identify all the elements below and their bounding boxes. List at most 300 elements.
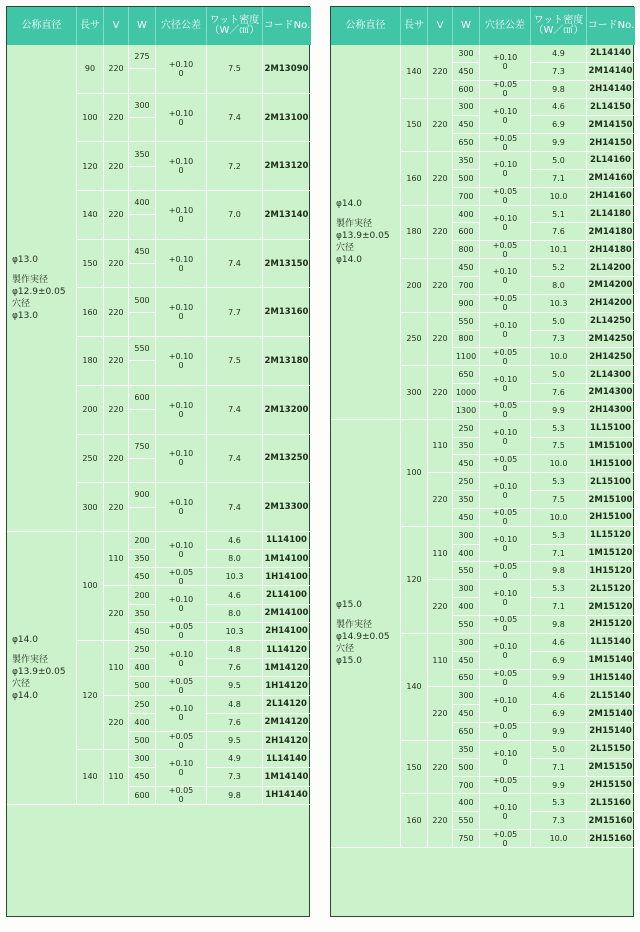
- tolerance-cell: [156, 750, 207, 786]
- watt-cell: 350: [453, 741, 480, 759]
- nominal-line: φ14.9±0.05: [336, 632, 390, 643]
- header-code: [263, 7, 311, 45]
- watt-cell: 350: [129, 550, 156, 568]
- code-cell: 2M15160: [587, 812, 635, 830]
- voltage-cell: 220: [104, 386, 129, 435]
- nominal-line: φ14.0: [12, 690, 38, 701]
- tolerance-line: +0.10: [168, 758, 194, 768]
- voltage-cell: 220: [104, 142, 129, 191]
- watt-density-cell: 5.0: [531, 741, 587, 759]
- nominal-line: 製作実径: [12, 274, 49, 285]
- watt-density-cell: 10.0: [531, 188, 587, 206]
- tolerance-cell: [480, 259, 531, 295]
- tolerance-line: +0.10: [168, 704, 194, 714]
- tolerance-line: 0: [502, 838, 508, 848]
- watt-density-cell: 5.2: [531, 259, 587, 277]
- code-cell: 2L14250: [587, 313, 635, 331]
- code-cell: 1L14140: [263, 750, 311, 768]
- header-code: [587, 7, 635, 45]
- code-cell: 2H14200: [587, 295, 635, 313]
- tolerance-line: +0.10: [492, 428, 518, 438]
- watt-cell: 550: [453, 812, 480, 830]
- watt-density-cell: 5.3: [531, 527, 587, 545]
- code-cell: 1L14120: [263, 641, 311, 659]
- watt-density-cell: 4.6: [531, 634, 587, 652]
- code-cell: 2M13250: [263, 435, 311, 484]
- watt-density-cell: 5.3: [531, 420, 587, 438]
- watt-density-cell: 7.3: [531, 331, 587, 349]
- watt-density-cell: 5.0: [531, 366, 587, 384]
- code-cell: 2M14140: [587, 63, 635, 81]
- nominal-diameter: [331, 420, 401, 848]
- tolerance-line: 0: [178, 631, 184, 641]
- code-cell: 2L15150: [587, 741, 635, 759]
- code-cell: 2L15140: [587, 687, 635, 705]
- watt-cell: 300: [453, 580, 480, 598]
- code-cell: 2L14150: [587, 99, 635, 117]
- code-cell: 1H15140: [587, 670, 635, 688]
- tolerance-line: +0.05: [168, 567, 194, 577]
- watt-density-cell: 5.3: [531, 580, 587, 598]
- voltage-cell: 220: [428, 794, 453, 848]
- nominal-line: 穴径: [336, 644, 355, 655]
- tolerance-line: 0: [502, 785, 508, 795]
- nominal-diameter: [7, 45, 77, 532]
- header-line: コードNo.: [587, 20, 635, 31]
- watt-density-cell: 7.2: [207, 142, 263, 191]
- tolerance-line: +0.10: [492, 802, 518, 812]
- voltage-cell: 220: [428, 473, 453, 527]
- watt-cell: 700: [453, 777, 480, 795]
- watt-cell: 350: [453, 491, 480, 509]
- watt-cell-empty: [129, 313, 156, 337]
- length-cell: 140: [77, 191, 104, 240]
- tolerance-cell: [480, 830, 531, 848]
- watt-cell: 400: [453, 794, 480, 812]
- tolerance-line: +0.10: [492, 642, 518, 652]
- header-line: （W／㎠）: [533, 25, 584, 36]
- watt-density-cell: 9.9: [531, 670, 587, 688]
- header-watt-density: [531, 7, 587, 45]
- tolerance-line: 0: [502, 169, 508, 179]
- watt-cell: 600: [129, 787, 156, 805]
- watt-cell: 400: [129, 191, 156, 215]
- tolerance-line: +0.10: [492, 321, 518, 330]
- tolerance-cell: [156, 586, 207, 622]
- code-cell: 1M14140: [263, 768, 311, 786]
- tolerance-cell: [480, 580, 531, 616]
- tolerance-line: 0: [502, 115, 508, 125]
- tolerance-line: 0: [502, 811, 508, 821]
- tolerance-line: +0.10: [492, 267, 518, 277]
- code-cell: 2L14140: [587, 45, 635, 63]
- watt-cell: 350: [129, 142, 156, 166]
- voltage-cell: 220: [428, 687, 453, 741]
- watt-cell: 750: [129, 435, 156, 459]
- code-cell: 2L15160: [587, 794, 635, 812]
- code-cell: 2H14100: [263, 623, 311, 641]
- code-cell: 2M13150: [263, 240, 311, 289]
- header-line: W: [461, 20, 471, 31]
- code-cell: 2H15120: [587, 616, 635, 634]
- code-cell: 2L14180: [587, 206, 635, 224]
- watt-density-cell: 5.1: [531, 206, 587, 224]
- code-cell: 2L15120: [587, 580, 635, 598]
- watt-density-cell: 9.8: [531, 81, 587, 99]
- code-cell: 2L15100: [587, 473, 635, 491]
- watt-density-cell: 4.8: [207, 696, 263, 714]
- code-cell: 1H14140: [263, 787, 311, 805]
- tolerance-line: 0: [502, 410, 508, 420]
- watt-cell: 300: [453, 527, 480, 545]
- tolerance-cell: [156, 288, 207, 337]
- tolerance-line: 0: [502, 490, 508, 500]
- tolerance-line: 0: [502, 276, 508, 286]
- watt-cell: 350: [129, 605, 156, 623]
- header-watt: [453, 7, 480, 45]
- tolerance-line: 0: [178, 740, 184, 750]
- tolerance-line: 0: [502, 758, 508, 768]
- watt-cell: 250: [453, 473, 480, 491]
- tolerance-line: 0: [178, 312, 184, 322]
- nominal-line: φ14.0: [12, 634, 38, 645]
- code-cell: 2M14160: [587, 170, 635, 188]
- watt-cell: 300: [453, 45, 480, 63]
- watt-density-cell: 9.5: [207, 677, 263, 695]
- length-cell: 120: [401, 527, 428, 634]
- tolerance-cell: [480, 509, 531, 527]
- watt-density-cell: 9.5: [207, 732, 263, 750]
- header-line: W: [137, 20, 147, 31]
- tolerance-line: 0: [178, 767, 184, 777]
- length-cell: 120: [77, 641, 104, 750]
- tolerance-cell: [156, 191, 207, 240]
- nominal-line: φ13.9±0.05: [336, 230, 390, 241]
- code-cell: 1M15120: [587, 545, 635, 563]
- tolerance-line: 0: [178, 604, 184, 614]
- tolerance-line: 0: [502, 62, 508, 72]
- tolerance-line: 0: [502, 463, 508, 473]
- tolerance-line: +0.10: [168, 498, 194, 508]
- watt-density-cell: 10.3: [207, 623, 263, 641]
- code-cell: 1M15100: [587, 438, 635, 456]
- watt-density-cell: 7.6: [531, 384, 587, 402]
- voltage-cell: 110: [104, 532, 129, 587]
- nominal-line: 穴径: [12, 298, 31, 309]
- tolerance-cell: [480, 670, 531, 688]
- watt-density-cell: 7.3: [531, 812, 587, 830]
- watt-cell: 700: [453, 277, 480, 295]
- code-cell: 1M15140: [587, 652, 635, 670]
- watt-density-cell: 4.6: [207, 586, 263, 604]
- tolerance-line: 0: [178, 576, 184, 586]
- header-nominal: [7, 7, 77, 45]
- tolerance-line: 0: [502, 249, 508, 259]
- watt-density-cell: 6.9: [531, 652, 587, 670]
- length-cell: 250: [401, 313, 428, 367]
- voltage-cell: 220: [428, 259, 453, 313]
- tolerance-line: +0.10: [492, 695, 518, 705]
- tolerance-line: +0.05: [492, 776, 518, 786]
- voltage-cell: 220: [104, 94, 129, 143]
- code-cell: 2L14100: [263, 586, 311, 604]
- watt-cell: 650: [453, 134, 480, 152]
- watt-density-cell: 7.5: [207, 337, 263, 386]
- length-cell: 160: [401, 794, 428, 848]
- tolerance-cell: [480, 134, 531, 152]
- watt-density-cell: 7.4: [207, 240, 263, 289]
- watt-cell: 600: [129, 386, 156, 410]
- header-line: 公称直径: [21, 20, 62, 31]
- voltage-cell: 220: [104, 240, 129, 289]
- nominal-line: φ13.0: [12, 254, 38, 265]
- tolerance-line: +0.10: [168, 108, 194, 118]
- watt-density-cell: 9.9: [531, 402, 587, 420]
- watt-cell: 300: [129, 94, 156, 118]
- watt-cell: 450: [453, 116, 480, 134]
- code-cell: 1M14100: [263, 550, 311, 568]
- watt-density-cell: 9.9: [531, 134, 587, 152]
- tolerance-cell: [156, 532, 207, 568]
- spec-table-right: [330, 6, 634, 917]
- code-cell: 1H15100: [587, 455, 635, 473]
- tolerance-line: +0.10: [168, 254, 194, 264]
- watt-density-cell: 7.4: [207, 483, 263, 532]
- tolerance-cell: [156, 483, 207, 532]
- tolerance-cell: [480, 455, 531, 473]
- watt-cell: 550: [453, 313, 480, 331]
- header-tolerance: [480, 7, 531, 45]
- watt-cell: 700: [453, 188, 480, 206]
- tolerance-cell: [156, 568, 207, 586]
- watt-cell: 1000: [453, 384, 480, 402]
- voltage-cell: 220: [104, 288, 129, 337]
- tolerance-line: 0: [178, 658, 184, 668]
- watt-cell: 450: [129, 623, 156, 641]
- watt-cell: 650: [453, 366, 480, 384]
- tolerance-cell: [480, 402, 531, 420]
- tolerance-line: +0.10: [168, 649, 194, 659]
- voltage-cell: 220: [428, 366, 453, 420]
- tolerance-line: +0.05: [168, 622, 194, 632]
- tolerance-line: 0: [502, 196, 508, 206]
- tolerance-line: +0.05: [168, 731, 194, 741]
- nominal-line: 穴径: [12, 678, 31, 689]
- tolerance-line: +0.05: [492, 80, 518, 90]
- tolerance-cell: [480, 794, 531, 830]
- tolerance-cell: [156, 732, 207, 750]
- tolerance-cell: [156, 94, 207, 143]
- watt-cell: 450: [453, 652, 480, 670]
- tolerance-line: +0.10: [168, 157, 194, 167]
- tolerance-line: +0.05: [492, 668, 518, 678]
- watt-density-cell: 4.6: [207, 532, 263, 550]
- tolerance-line: 0: [502, 517, 508, 527]
- tolerance-line: +0.05: [492, 240, 518, 250]
- watt-cell: 800: [453, 331, 480, 349]
- length-cell: 180: [77, 337, 104, 386]
- tolerance-cell: [156, 696, 207, 732]
- watt-cell: 350: [453, 152, 480, 170]
- watt-cell-empty: [129, 508, 156, 532]
- spec-table-left: [6, 6, 310, 917]
- code-cell: 1L15120: [587, 527, 635, 545]
- tolerance-cell: [156, 142, 207, 191]
- tolerance-cell: [156, 623, 207, 641]
- tolerance-line: 0: [502, 383, 508, 393]
- tolerance-line: 0: [178, 360, 184, 370]
- length-cell: 250: [77, 435, 104, 484]
- voltage-cell: 220: [104, 337, 129, 386]
- code-cell: 2H14150: [587, 134, 635, 152]
- tolerance-cell: [480, 313, 531, 349]
- watt-cell: 450: [129, 768, 156, 786]
- watt-cell: 300: [453, 99, 480, 117]
- watt-cell: 250: [129, 696, 156, 714]
- tolerance-line: +0.10: [492, 53, 518, 63]
- watt-density-cell: 4.9: [531, 45, 587, 63]
- watt-cell-empty: [129, 69, 156, 93]
- watt-cell: 400: [453, 206, 480, 224]
- watt-cell: 450: [453, 259, 480, 277]
- header-length: [401, 7, 428, 45]
- watt-density-cell: 5.0: [531, 313, 587, 331]
- length-cell: 140: [401, 45, 428, 99]
- tolerance-line: +0.10: [168, 303, 194, 313]
- length-cell: 100: [401, 420, 428, 527]
- tolerance-line: +0.05: [492, 133, 518, 143]
- watt-density-cell: 9.8: [531, 562, 587, 580]
- code-cell: 2H14180: [587, 241, 635, 259]
- tolerance-cell: [480, 188, 531, 206]
- nominal-diameter: [331, 45, 401, 420]
- header-watt: [129, 7, 156, 45]
- tolerance-cell: [480, 741, 531, 777]
- watt-density-cell: 7.1: [531, 759, 587, 777]
- watt-density-cell: 7.6: [207, 659, 263, 677]
- tolerance-cell: [156, 641, 207, 677]
- tolerance-line: 0: [178, 458, 184, 468]
- watt-density-cell: 8.0: [207, 605, 263, 623]
- tolerance-line: 0: [502, 570, 508, 580]
- watt-density-cell: 4.6: [531, 99, 587, 117]
- voltage-cell: 220: [428, 152, 453, 206]
- code-cell: 1H14120: [263, 677, 311, 695]
- code-cell: 2L14200: [587, 259, 635, 277]
- code-cell: 2M14250: [587, 331, 635, 349]
- nominal-line: 製作実径: [12, 654, 49, 665]
- watt-density-cell: 7.0: [207, 191, 263, 240]
- watt-cell: 600: [453, 81, 480, 99]
- code-cell: 2M13100: [263, 94, 311, 143]
- tolerance-line: 0: [502, 142, 508, 152]
- code-cell: 1L15100: [587, 420, 635, 438]
- code-cell: 2M13140: [263, 191, 311, 240]
- tolerance-line: 0: [502, 222, 508, 232]
- watt-cell: 600: [453, 223, 480, 241]
- tolerance-line: 0: [178, 409, 184, 419]
- watt-density-cell: 7.5: [531, 438, 587, 456]
- tolerance-line: 0: [178, 685, 184, 695]
- header-volt: [104, 7, 129, 45]
- watt-cell: 400: [129, 659, 156, 677]
- header-line: 長サ: [80, 20, 100, 31]
- code-cell: 1L15140: [587, 634, 635, 652]
- voltage-cell: 110: [428, 420, 453, 474]
- tolerance-line: +0.05: [492, 722, 518, 732]
- tolerance-line: +0.05: [492, 187, 518, 197]
- header-line: 穴径公差: [161, 20, 201, 31]
- nominal-line: φ13.9±0.05: [12, 666, 66, 677]
- code-cell: 2M13090: [263, 45, 311, 94]
- voltage-cell: 220: [428, 206, 453, 260]
- tolerance-cell: [480, 152, 531, 188]
- watt-cell: 300: [453, 634, 480, 652]
- watt-density-cell: 10.0: [531, 455, 587, 473]
- watt-cell: 550: [453, 562, 480, 580]
- tolerance-line: +0.10: [492, 588, 518, 598]
- tolerance-line: 0: [178, 263, 184, 273]
- code-cell: 2M14200: [587, 277, 635, 295]
- tolerance-line: 0: [502, 651, 508, 661]
- length-cell: 200: [401, 259, 428, 313]
- header-tolerance: [156, 7, 207, 45]
- watt-cell: 250: [129, 641, 156, 659]
- tolerance-line: +0.10: [492, 213, 518, 223]
- header-line: V: [436, 20, 444, 31]
- watt-density-cell: 7.4: [207, 386, 263, 435]
- code-cell: 2H14300: [587, 402, 635, 420]
- voltage-cell: 110: [104, 641, 129, 696]
- voltage-cell: 220: [104, 435, 129, 484]
- watt-density-cell: 10.0: [531, 348, 587, 366]
- watt-density-cell: 10.3: [207, 568, 263, 586]
- watt-density-cell: 7.4: [207, 435, 263, 484]
- tolerance-cell: [156, 45, 207, 94]
- watt-cell: 400: [453, 545, 480, 563]
- tolerance-line: 0: [178, 713, 184, 723]
- watt-cell: 550: [453, 616, 480, 634]
- watt-cell: 275: [129, 45, 156, 69]
- voltage-cell: 220: [428, 580, 453, 634]
- header-line: ワット密度: [209, 15, 260, 26]
- voltage-cell: 220: [104, 45, 129, 94]
- tolerance-cell: [156, 386, 207, 435]
- watt-cell: 300: [129, 750, 156, 768]
- tolerance-line: 0: [502, 704, 508, 714]
- watt-cell: 800: [453, 241, 480, 259]
- tolerance-line: +0.10: [492, 749, 518, 759]
- tolerance-cell: [480, 348, 531, 366]
- code-cell: 2M15150: [587, 759, 635, 777]
- nominal-line: φ14.0: [336, 254, 362, 265]
- watt-cell: 550: [129, 337, 156, 361]
- tolerance-line: 0: [502, 597, 508, 607]
- header-line: 長サ: [404, 20, 424, 31]
- watt-cell: 650: [453, 723, 480, 741]
- code-cell: 2M13120: [263, 142, 311, 191]
- length-cell: 150: [401, 741, 428, 795]
- watt-cell: 250: [453, 420, 480, 438]
- watt-density-cell: 6.9: [531, 116, 587, 134]
- code-cell: 2M14100: [263, 605, 311, 623]
- tolerance-line: +0.05: [492, 615, 518, 625]
- tolerance-cell: [156, 337, 207, 386]
- nominal-line: φ14.0: [336, 198, 362, 209]
- watt-cell-empty: [129, 167, 156, 191]
- watt-density-cell: 5.3: [531, 794, 587, 812]
- tolerance-line: 0: [178, 549, 184, 559]
